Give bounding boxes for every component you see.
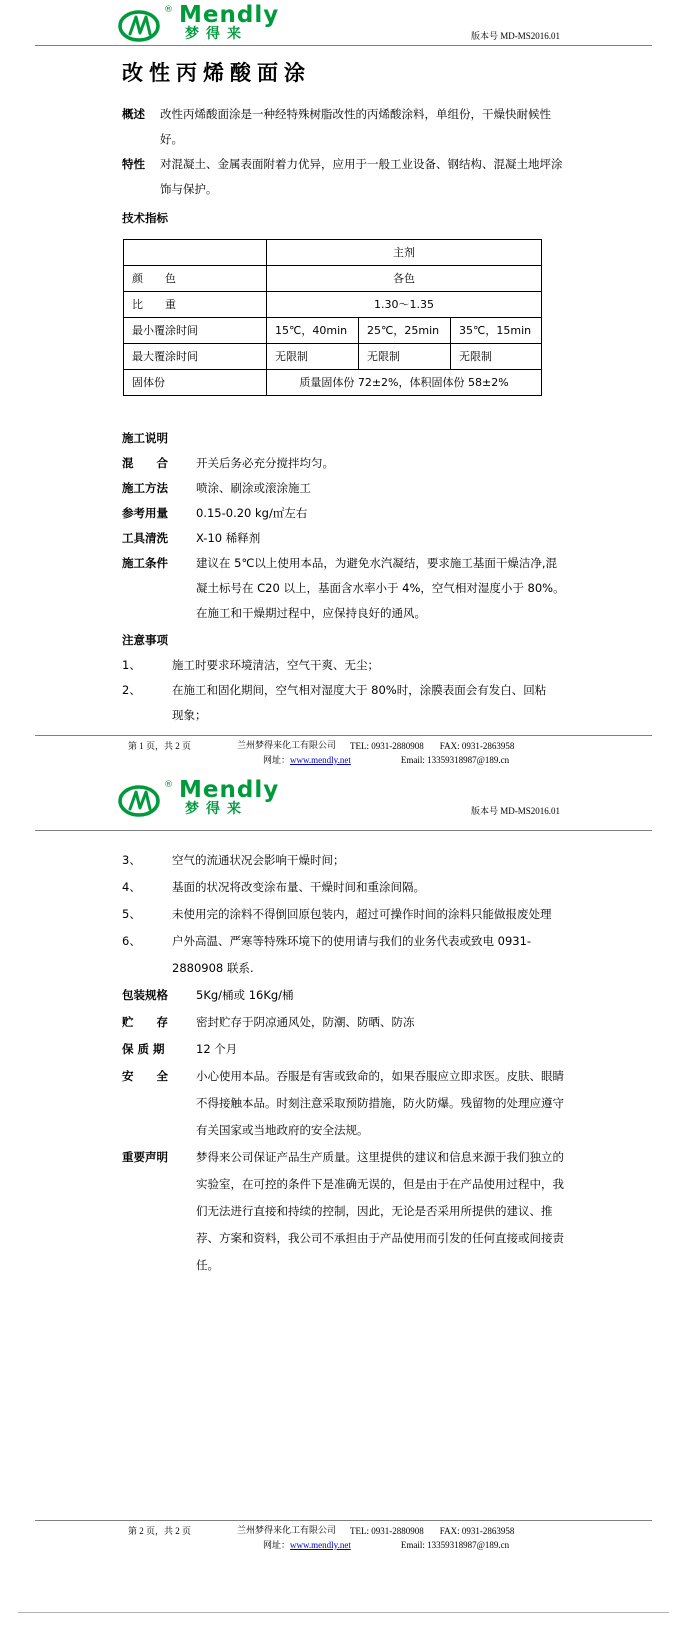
note-6-text: 户外高温、严寒等特殊环境下的使用请与我们的业务代表或致电 0931-2880908 联系. [172, 934, 532, 975]
note-4 [122, 874, 565, 901]
version-label: 版本号 MD-MS2016.01 [470, 806, 560, 816]
mixing-label: 混 合 [122, 456, 168, 470]
cleaning-text: X-10 稀释剂 [196, 531, 261, 545]
features-label: 特性 [122, 157, 145, 171]
table-row [124, 292, 542, 318]
safety-item [122, 1063, 565, 1144]
telephone: TEL: 0931-2880908 [350, 1526, 424, 1536]
mixing-item [122, 451, 565, 476]
table-row [124, 344, 542, 370]
overview-text: 改性丙烯酸面涂是一种经特殊树脂改性的丙烯酸涂料，单组份，干燥快耐候性好。 [160, 107, 551, 146]
version-label: 版本号 MD-MS2016.01 [470, 31, 560, 41]
spec-solids-label: 固体份 [124, 370, 267, 396]
header-rule [35, 830, 652, 831]
note-4-text: 基面的状况将改变涂布量、干燥时间和重涂间隔。 [172, 880, 425, 894]
page1-footer [0, 735, 687, 766]
logo-text-en: Mendly [179, 777, 280, 803]
overview-label: 概述 [122, 107, 145, 121]
spec-max-recoat-v2: 无限制 [359, 344, 451, 370]
page2-header [0, 770, 687, 818]
features-text: 对混凝土、金属表面附着力优异，应用于一般工业设备、钢结构、混凝土地坪涂饰与保护。 [160, 157, 563, 196]
shelf-life-item [122, 1036, 565, 1063]
safety-label: 安 全 [122, 1069, 168, 1083]
note-2-number: 2、 [122, 683, 141, 697]
spec-max-recoat-v3: 无限制 [451, 344, 542, 370]
spec-empty-cell [124, 240, 267, 266]
mendly-logo-icon [118, 5, 164, 43]
spec-min-recoat-15c: 15℃，40min [267, 318, 359, 344]
conditions-text: 建议在 5℃以上使用本品，为避免水汽凝结，要求施工基面干燥洁净,混凝土标号在 C20 以上，基面含水率小于 4%，空气相对湿度小于 80%。在施工和干燥期过程中，应保持良好的通风。 [196, 556, 565, 620]
spec-min-recoat-label: 最小覆涂时间 [124, 318, 267, 344]
shelf-life-label: 保 质 期 [122, 1042, 165, 1056]
logo-text-cn: 梦得来 [185, 26, 248, 42]
method-label: 施工方法 [122, 481, 168, 495]
cleaning-label: 工具清洗 [122, 531, 168, 545]
safety-text: 小心使用本品。吞服是有害或致命的，如果吞服应立即求医。皮肤、眼睛不得接触本品。时刻注意采取预防措施，防火防爆。残留物的处理应遵守有关国家或当地政府的安全法规。 [196, 1069, 564, 1137]
footer-rule [35, 735, 652, 736]
usage-label: 参考用量 [122, 506, 168, 520]
tech-heading: 技术指标 [122, 211, 168, 225]
packaging-label: 包装规格 [122, 988, 168, 1002]
mendly-logo [118, 2, 280, 43]
header-rule [35, 45, 652, 46]
method-text: 喷涂、刷涂或滚涂施工 [196, 481, 311, 495]
note-2 [122, 678, 565, 728]
note-1-number: 1、 [122, 658, 141, 672]
note-5-text: 未使用完的涂料不得倒回原包装内，超过可操作时间的涂料只能做报废处理 [172, 907, 552, 921]
table-row [124, 240, 542, 266]
note-3 [122, 847, 565, 874]
telephone: TEL: 0931-2880908 [350, 741, 424, 751]
overview-section [122, 102, 565, 152]
email: Email: 13359318987@189.cn [400, 1540, 510, 1550]
fax: FAX: 0931-2863958 [439, 1526, 515, 1536]
spec-gravity-label: 比 重 [124, 292, 267, 318]
spec-min-recoat-35c: 35℃，15min [451, 318, 542, 344]
registered-mark: ® [164, 780, 173, 790]
document-title: 改性丙烯酸面涂 [122, 61, 311, 85]
packaging-item [122, 982, 565, 1009]
conditions-label: 施工条件 [122, 556, 168, 570]
note-5 [122, 901, 565, 928]
company-name: 兰州梦得来化工有限公司 [237, 1526, 337, 1536]
disclaimer-label: 重要声明 [122, 1150, 168, 1164]
features-section [122, 152, 565, 202]
note-3-text: 空气的流通状况会影响干燥时间； [172, 853, 345, 867]
note-4-number: 4、 [122, 880, 141, 894]
shelf-life-text: 12 个月 [196, 1042, 238, 1056]
logo-text-en: Mendly [179, 2, 280, 28]
spec-min-recoat-25c: 25℃，25min [359, 318, 451, 344]
storage-label: 贮 存 [122, 1015, 168, 1029]
mendly-logo [118, 777, 280, 818]
spec-max-recoat-v1: 无限制 [267, 344, 359, 370]
usage-text: 0.15-0.20 kg/㎡左右 [196, 506, 308, 520]
cleaning-item [122, 526, 565, 551]
packaging-text: 5Kg/桶或 16Kg/桶 [196, 988, 294, 1002]
mendly-logo-icon [118, 780, 164, 818]
note-6 [122, 928, 565, 982]
website-link[interactable]: www.mendly.net [290, 1540, 351, 1550]
fax: FAX: 0931-2863958 [439, 741, 515, 751]
note-3-number: 3、 [122, 853, 141, 867]
table-row [124, 370, 542, 396]
storage-text: 密封贮存于阴凉通风处，防潮、防晒、防冻 [196, 1015, 415, 1029]
logo-text-cn: 梦得来 [185, 801, 248, 817]
page-number-info: 第 1 页，共 2 页 [128, 741, 192, 751]
spec-max-recoat-label: 最大覆涂时间 [124, 344, 267, 370]
spec-main-agent: 主剂 [267, 240, 542, 266]
method-item [122, 476, 565, 501]
note-6-number: 6、 [122, 934, 141, 948]
spec-solids-value: 质量固体份 72±2%，体积固体份 58±2% [267, 370, 542, 396]
conditions-item [122, 551, 565, 626]
mixing-text: 开关后务必充分搅拌均匀。 [196, 456, 334, 470]
disclaimer-text: 梦得来公司保证产品生产质量。这里提供的建议和信息来源于我们独立的实验室，在可控的条件下是准确无误的，但是由于在产品使用过程中，我们无法进行直接和持续的控制，因此，无论是否采用所提供的建议、推荐、方案和资料，我公司不承担由于产品使用而引发的任何直接或间接责任。 [196, 1150, 564, 1272]
storage-item [122, 1009, 565, 1036]
notes-heading: 注意事项 [122, 633, 168, 647]
registered-mark: ® [164, 5, 173, 15]
company-name: 兰州梦得来化工有限公司 [237, 741, 337, 751]
website-link[interactable]: www.mendly.net [290, 755, 351, 765]
spec-gravity-value: 1.30～1.35 [267, 292, 542, 318]
spec-color-value: 各色 [267, 266, 542, 292]
website-label: 网址： [263, 1540, 291, 1550]
disclaimer-item [122, 1144, 565, 1279]
page1-header [0, 0, 687, 43]
construction-heading: 施工说明 [122, 431, 168, 445]
note-5-number: 5、 [122, 907, 141, 921]
spec-color-label: 颜 色 [124, 266, 267, 292]
page-number-info: 第 2 页，共 2 页 [128, 1526, 192, 1536]
page-boundary-rule [18, 1612, 669, 1613]
table-row [124, 266, 542, 292]
note-2-text: 在施工和固化期间，空气相对湿度大于 80%时，涂膜表面会有发白、回粘现象； [172, 683, 547, 722]
table-row [124, 318, 542, 344]
website-label: 网址： [263, 755, 291, 765]
email: Email: 13359318987@189.cn [400, 755, 510, 765]
page-1 [0, 0, 687, 770]
page-2 [0, 770, 687, 1638]
note-1-text: 施工时要求环境清洁，空气干爽、无尘； [172, 658, 379, 672]
note-1 [122, 653, 565, 678]
footer-rule [35, 1520, 652, 1521]
usage-item [122, 501, 565, 526]
spec-table [123, 239, 542, 396]
page2-footer [0, 1520, 687, 1551]
